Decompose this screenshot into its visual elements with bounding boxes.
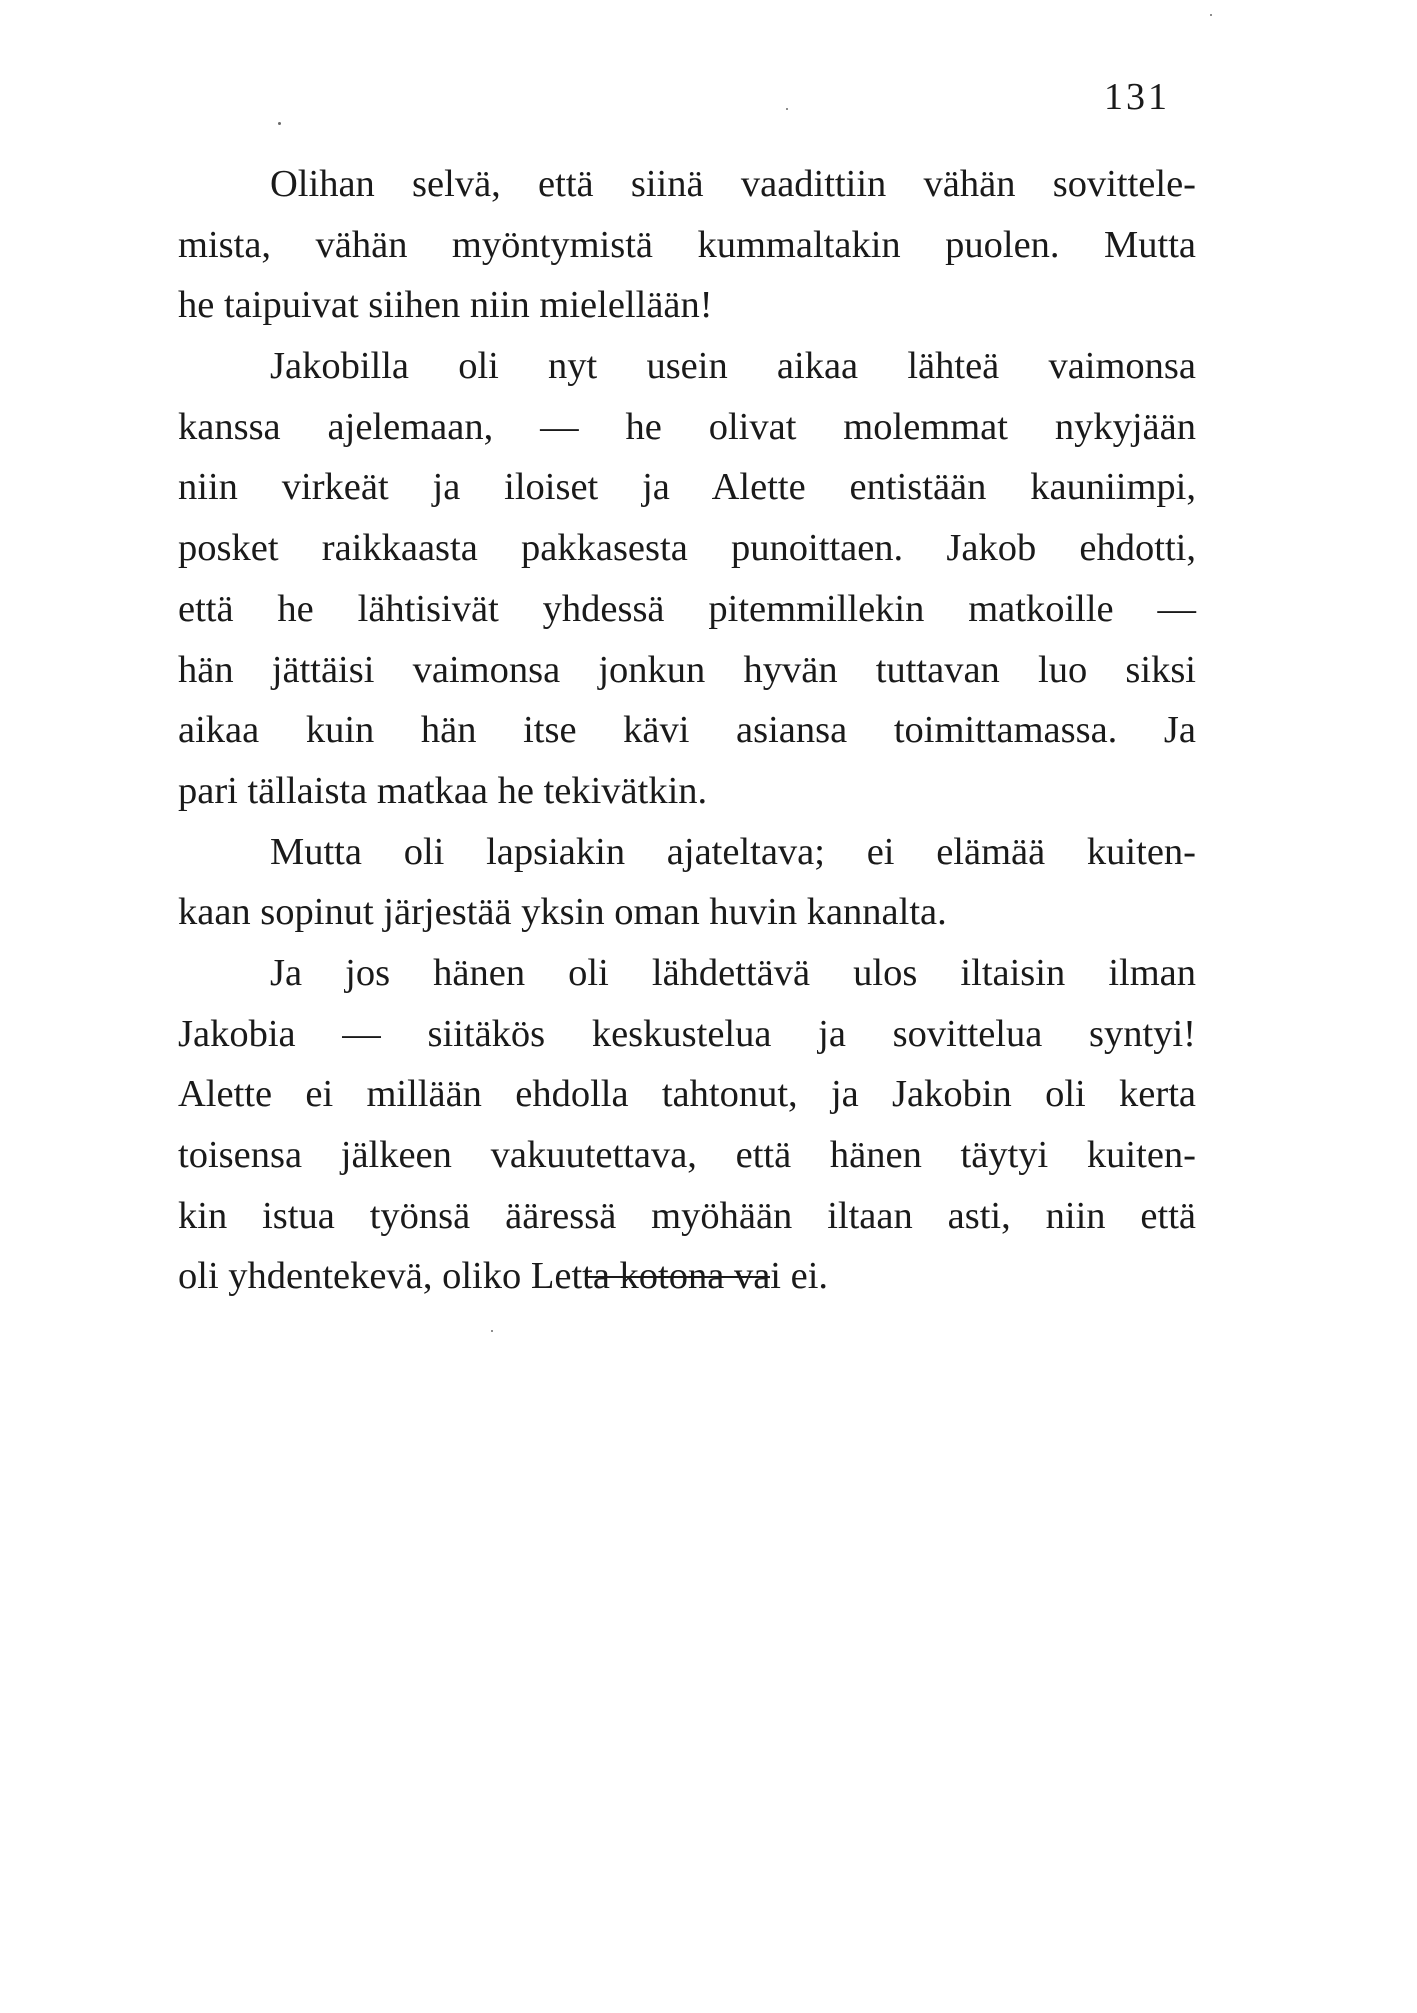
text-line: pari tällaista matkaa he tekivätkin. (178, 769, 708, 812)
text-line: Alette ei millään ehdolla tahtonut, ja Jakobin oli kerta (178, 1073, 1196, 1116)
text-line: Olihan selvä, että siinä vaadittiin vähän sovittele- (270, 163, 1196, 205)
text-line: Jakobia — siitäkös keskustelua ja sovittelua syntyi! (178, 1012, 1196, 1055)
body-text (178, 154, 1196, 1307)
text-line: posket raikkaasta pakkasesta punoittaen. Jakob ehdotti, (178, 527, 1196, 570)
text-line: niin virkeät ja iloiset ja Alette entistään kauniimpi, (178, 466, 1196, 509)
text-line: Mutta oli lapsiakin ajateltava; ei elämää kuiten- (270, 830, 1196, 873)
text-line: kanssa ajelemaan, — he olivat molemmat nykyjään (178, 405, 1196, 448)
paper-speck (1210, 14, 1212, 16)
text-line: Ja jos hänen oli lähdettävä ulos iltaisin ilman (270, 951, 1196, 994)
text-line: kaan sopinut järjestää yksin oman huvin kannalta. (178, 891, 947, 934)
text-line: Jakobilla oli nyt usein aikaa lähteä vaimonsa (270, 345, 1196, 388)
page-number: 131 (1104, 76, 1170, 118)
text-line: että he lähtisivät yhdessä pitemmillekin matkoille — (178, 587, 1196, 630)
text-line: oli yhdentekevä, oliko Letta kotona vai ei. (178, 1255, 829, 1298)
section-divider (588, 1276, 770, 1278)
text-line: toisensa jälkeen vakuutettava, että hänen täytyi kuiten- (178, 1134, 1196, 1176)
text-line: hän jättäisi vaimonsa jonkun hyvän tuttavan luo siksi (178, 648, 1196, 691)
text-line: kin istua työnsä ääressä myöhään iltaan asti, niin että (178, 1194, 1196, 1237)
paper-speck (491, 1330, 493, 1332)
text-line: he taipuivat siihen niin mielellään! (178, 284, 713, 327)
paper-speck (786, 108, 788, 110)
text-line: aikaa kuin hän itse kävi asiansa toimittamassa. Ja (178, 709, 1196, 752)
paper-speck (278, 122, 281, 125)
text-line: mista, vähän myöntymistä kummaltakin puolen. Mutta (178, 223, 1196, 266)
